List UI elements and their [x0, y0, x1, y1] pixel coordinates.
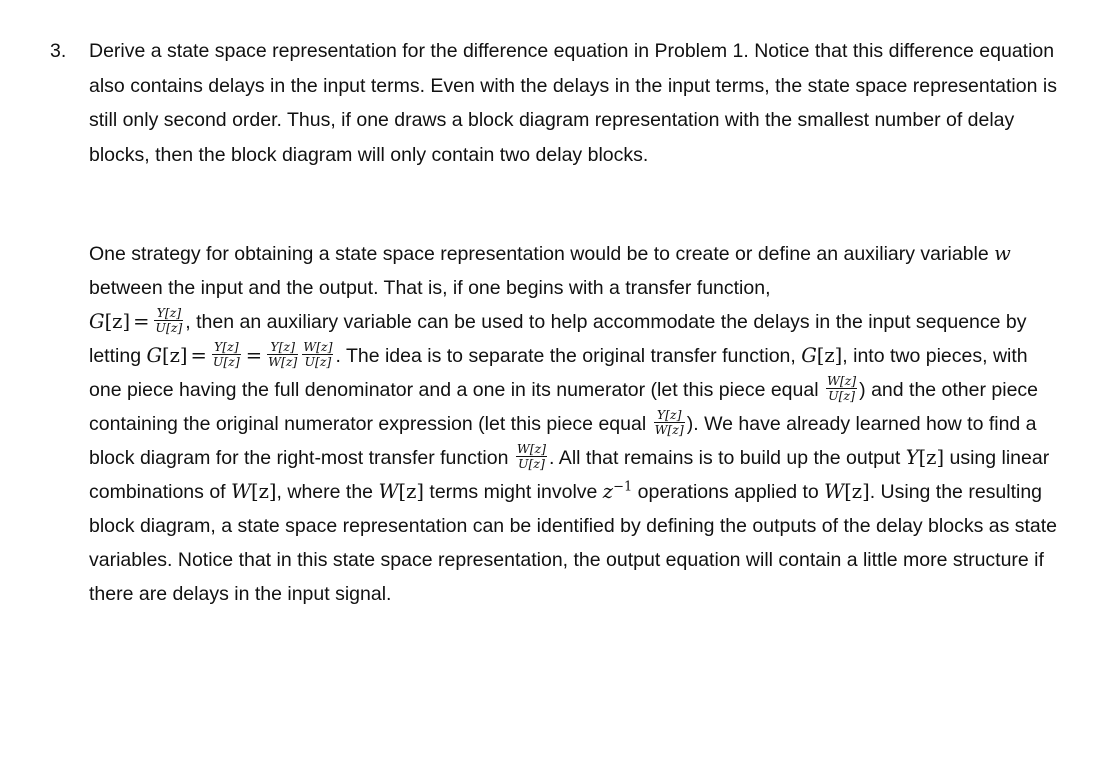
fraction-y-over-u: $\frac{Y[z]}{U[z]}$	[155, 305, 183, 336]
fraction-w-over-u: $\frac{W[z]}{U[z]}$	[303, 339, 333, 370]
math-g: G[z]	[89, 310, 131, 333]
text-segment: . All that remains is to build up the output	[549, 447, 906, 469]
text-segment: One strategy for obtaining a state space representation would be to create or define an auxiliary variable	[89, 243, 995, 265]
fraction-y-over-w: $\frac{Y[z]}{W[z]}$	[654, 407, 684, 438]
fraction-w-over-u: $\frac{W[z]}{U[z]}$	[826, 373, 857, 404]
text-segment: . Using the resulting block diagram, a state space representation can be identified by defining the outputs of the delay blocks as state variables. Notice that in this state space representation, the output equation will contain a little more structure if there are delays in the input signal.	[89, 481, 1058, 605]
text-segment: then an auxiliary variable can be used to help accommodate the delays in the input sequence by letting	[89, 311, 1027, 367]
comma: ,	[185, 311, 191, 333]
math-g: G[z]	[801, 344, 843, 367]
math-w-of-z: W[z]	[378, 480, 424, 503]
text-segment: terms might involve	[423, 481, 603, 503]
fraction-w-over-u: $\frac{W[z]}{U[z]}$	[516, 441, 547, 472]
text-segment: , into two pieces, with one piece having the full denominator and a one in its numerator (let this piece equal	[89, 345, 1028, 401]
text-segment: using linear combinations of	[89, 447, 1050, 503]
fraction-y-over-w: $\frac{Y[z]}{W[z]}$	[268, 339, 298, 370]
equals-sign: =	[245, 344, 263, 367]
fraction-y-over-u: $\frac{Y[z]}{U[z]}$	[212, 339, 240, 370]
strategy-paragraph	[89, 237, 1059, 611]
equals-sign: =	[190, 344, 207, 367]
math-y: Y[z]	[905, 446, 945, 469]
equals-sign: =	[133, 310, 150, 333]
math-g: G[z]	[146, 344, 188, 367]
text-segment: The idea is to separate the original transfer function,	[340, 345, 802, 367]
math-z-inverse: $z^{-1}$	[602, 479, 633, 503]
text-segment: ). We have already learned how to find a block diagram for the right-most transfer function	[89, 413, 1037, 469]
problem-intro: Derive a state space representation for the difference equation in Problem 1. Notice that this difference equation also contains delays in the input terms. Even with the delays in the input terms, the state space representation is still only second order. Thus, if one draws a block diagram representation with the smallest number of delay blocks, then the block diagram will only contain two delay blocks.	[89, 40, 1057, 166]
period: .	[335, 345, 341, 367]
text-segment: ) and the other piece containing the original numerator expression (let this piece equal	[89, 379, 1039, 435]
text-segment: operations applied to	[632, 481, 825, 503]
math-w-of-z: W[z]	[824, 480, 870, 503]
math-w-of-z: W[z]	[231, 480, 277, 503]
text-segment: , where the	[276, 481, 379, 503]
problem-number: 3.	[50, 40, 67, 62]
math-w: w	[994, 242, 1011, 265]
text-segment: between the input and the output. That is, if one begins with a transfer function,	[89, 277, 771, 299]
